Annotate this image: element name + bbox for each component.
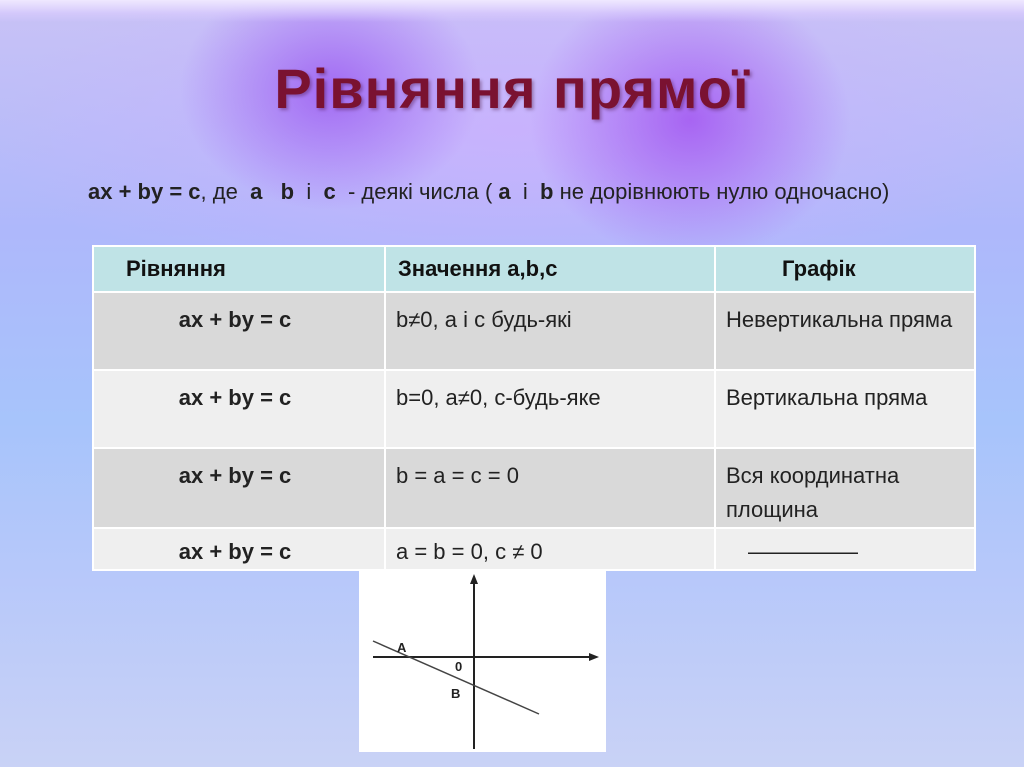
page-title: Рівняння прямої bbox=[274, 57, 750, 120]
intro-var-a2: a bbox=[498, 179, 511, 204]
cell-values: b=0, a≠0, c-будь-яке bbox=[385, 370, 715, 448]
table-row bbox=[93, 292, 975, 370]
intro-var-c: c bbox=[323, 179, 336, 204]
cell-equation: ax + by = c bbox=[93, 370, 385, 448]
intro-var-b: b bbox=[280, 179, 295, 204]
cell-values: a = b = 0, c ≠ 0 bbox=[385, 528, 715, 570]
graph-svg bbox=[359, 571, 606, 752]
intro-part1: , де bbox=[200, 179, 238, 204]
cell-values: b = a = c = 0 bbox=[385, 448, 715, 528]
cell-equation: ax + by = c bbox=[93, 292, 385, 370]
equations-table bbox=[92, 245, 976, 571]
header-graph: Графік bbox=[715, 246, 975, 292]
cell-graph: Невертикальна пряма bbox=[715, 292, 975, 370]
intro-var-a: a bbox=[250, 179, 263, 204]
intro-conj2: і bbox=[522, 179, 528, 204]
label-b: B bbox=[451, 686, 461, 701]
header-equation: Рівняння bbox=[93, 246, 385, 292]
cell-equation: ax + by = c bbox=[93, 528, 385, 570]
label-origin: 0 bbox=[455, 659, 463, 674]
y-axis-arrow bbox=[470, 574, 478, 584]
header-values: Значення a,b,c bbox=[385, 246, 715, 292]
cell-equation: ax + by = c bbox=[93, 448, 385, 528]
intro-formula: ax + by = c bbox=[88, 179, 201, 204]
intro-part2: - деякі числа ( bbox=[347, 179, 493, 204]
cell-values: b≠0, a і c будь-які bbox=[385, 292, 715, 370]
cell-graph: ————— bbox=[715, 528, 975, 570]
cell-graph: Вся координатна площина bbox=[715, 448, 975, 528]
table-row bbox=[93, 448, 975, 528]
intro-text bbox=[88, 176, 948, 208]
top-band bbox=[0, 0, 1024, 22]
cell-graph: Вертикальна пряма bbox=[715, 370, 975, 448]
table-row bbox=[93, 370, 975, 448]
label-a: A bbox=[397, 640, 407, 655]
intro-part3: не дорівнюють нулю одночасно) bbox=[559, 179, 890, 204]
line-graph bbox=[359, 571, 606, 752]
x-axis-arrow bbox=[589, 653, 599, 661]
table-row bbox=[93, 528, 975, 570]
table-header-row bbox=[93, 246, 975, 292]
intro-var-b2: b bbox=[540, 179, 554, 204]
intro-conj1: і bbox=[306, 179, 312, 204]
